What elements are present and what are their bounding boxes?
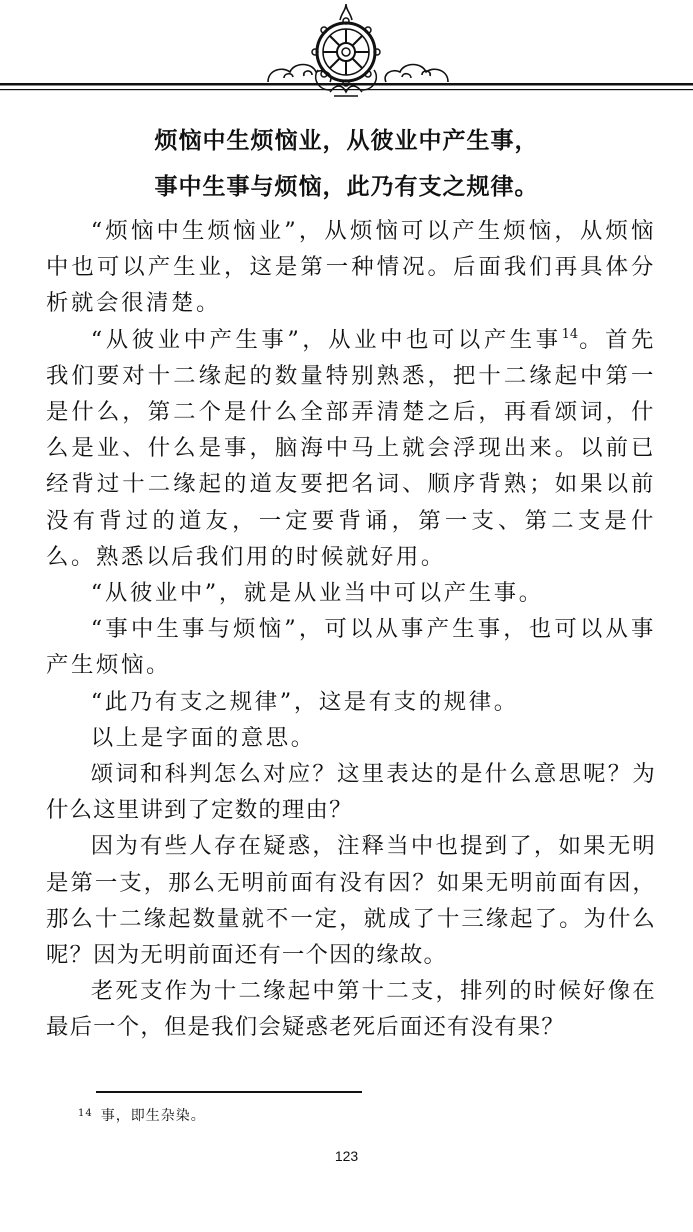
page-header: [0, 0, 693, 110]
paragraph-2-lead: “从彼业中产生事”，从业中也可以产生事: [90, 326, 562, 353]
page-number: 123: [334, 1148, 359, 1164]
footnote: [78, 1105, 206, 1125]
paragraph-7: 颂词和科判怎么对应？这里表达的是什么意思呢？为什么这里讲到了定数的理由？: [46, 761, 656, 824]
paragraph-6: 以上是字面的意思。: [90, 724, 316, 751]
footnote-text: 事，即生杂染。: [100, 1108, 206, 1124]
paragraph-2-rest: 。首先我们要对十二缘起的数量特别熟悉，把十二缘起中第一是什么，第二个是什么全部弄清楚之后，再看颂词，什么是业、什么是事，脑海中马上就会浮现出来。以前已经背过十二缘起的道友要把名词、顺序背熟；如果以前没有背过的道友，一定要背诵，第一支、第二支是什么。熟悉以后我们用的时候就好用。: [46, 326, 656, 570]
paragraph-2: [46, 322, 656, 575]
verse-line-2: 事中生事与烦恼，此乃有支之规律。: [154, 174, 539, 200]
verse-block: [0, 118, 693, 210]
footnote-divider: [96, 1091, 362, 1093]
paragraph-9: 老死支作为十二缘起中第十二支，排列的时候好像在最后一个，但是我们会疑惑老死后面还有没有果？: [46, 978, 656, 1041]
paragraph-4: “事中生事与烦恼”，可以从事产生事，也可以从事产生烦恼。: [46, 616, 656, 679]
paragraph-3: “从彼业中”，就是从业当中可以产生事。: [90, 580, 544, 607]
paragraph-5: “此乃有支之规律”，这是有支的规律。: [90, 688, 519, 715]
paragraph-8: 因为有些人存在疑惑，注释当中也提到了，如果无明是第一支，那么无明前面有没有因？如果无明前面有因，那么十二缘起数量就不一定，就成了十三缘起了。为什么呢？因为无明前面还有一个因的缘故。: [46, 833, 656, 969]
verse-line-1: 烦恼中生烦恼业，从彼业中产生事，: [154, 128, 539, 154]
paragraph-1: “烦恼中生烦恼业”，从烦恼可以产生烦恼，从烦恼中也可以产生业，这是第一种情况。后面我们再具体分析就会很清楚。: [46, 218, 656, 317]
footnote-reference[interactable]: 14: [561, 326, 579, 342]
commentary-body: [46, 213, 656, 1046]
dharma-wheel-icon: [0, 0, 693, 110]
footnote-mark: 14: [78, 1108, 93, 1119]
